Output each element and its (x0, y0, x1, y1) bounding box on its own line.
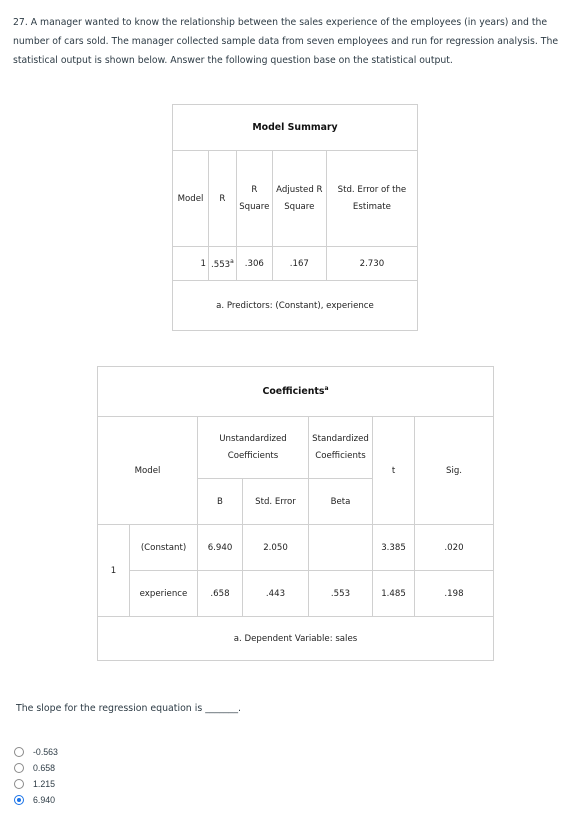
radio-button[interactable] (14, 795, 24, 805)
header-sig: Sig. (415, 417, 494, 525)
option-label: 6.940 (33, 795, 56, 805)
question-text: 27. A manager wanted to know the relationship between the sales experience of the employees (in years) and the number of cars sold. The manager collected sample data from seven employees and run for regression analysis. The statistical output is shown below. Answer the following question base on the statistical output. (13, 17, 559, 66)
header-standardized: Standardized Coefficients (309, 417, 373, 479)
answer-option[interactable] (14, 776, 58, 792)
row-beta: .553 (309, 571, 373, 617)
row-beta (309, 525, 373, 571)
model-number: 1 (98, 525, 130, 617)
coefficients-footnote-mark: a (324, 385, 329, 393)
row-name: experience (130, 571, 198, 617)
row-r-square: .306 (236, 247, 272, 281)
row-std-error: .443 (243, 571, 309, 617)
coefficients-title (98, 367, 494, 417)
row-t: 3.385 (373, 525, 415, 571)
row-r (209, 247, 237, 281)
row-sig: .198 (415, 571, 494, 617)
option-label: -0.563 (33, 747, 58, 757)
header-r: R (209, 151, 237, 247)
row-model: 1 (173, 247, 209, 281)
header-unstandardized: Unstandardized Coefficients (198, 417, 309, 479)
radio-button[interactable] (14, 779, 24, 789)
header-std-error-estimate: Std. Error of the Estimate (326, 151, 417, 247)
coefficients-table (97, 366, 494, 661)
header-std-error: Std. Error (243, 479, 309, 525)
row-sig: .020 (415, 525, 494, 571)
header-beta: Beta (309, 479, 373, 525)
model-summary-table (172, 104, 418, 331)
header-model: Model (98, 417, 198, 525)
r-value: .553 (211, 259, 231, 270)
row-adjusted-r-square: .167 (272, 247, 326, 281)
row-b: .658 (198, 571, 243, 617)
header-model: Model (173, 151, 209, 247)
option-label: 0.658 (33, 763, 56, 773)
model-summary-title: Model Summary (173, 105, 418, 151)
row-std-error: 2.050 (243, 525, 309, 571)
model-summary-footnote: a. Predictors: (Constant), experience (173, 281, 418, 331)
coefficients-title-text: Coefficients (262, 386, 325, 398)
answer-option[interactable] (14, 744, 58, 760)
row-b: 6.940 (198, 525, 243, 571)
coefficients-footnote: a. Dependent Variable: sales (98, 617, 494, 661)
option-label: 1.215 (33, 779, 56, 789)
answer-options (14, 744, 58, 808)
answer-option[interactable] (14, 760, 58, 776)
radio-button[interactable] (14, 747, 24, 757)
r-footnote-mark: a (230, 257, 234, 265)
header-b: B (198, 479, 243, 525)
row-t: 1.485 (373, 571, 415, 617)
header-t: t (373, 417, 415, 525)
answer-option[interactable] (14, 792, 58, 808)
radio-button[interactable] (14, 763, 24, 773)
question-prompt: The slope for the regression equation is _______. (16, 703, 241, 714)
row-std-error: 2.730 (326, 247, 417, 281)
header-r-square: R Square (236, 151, 272, 247)
row-name: (Constant) (130, 525, 198, 571)
header-adjusted-r-square: Adjusted R Square (272, 151, 326, 247)
